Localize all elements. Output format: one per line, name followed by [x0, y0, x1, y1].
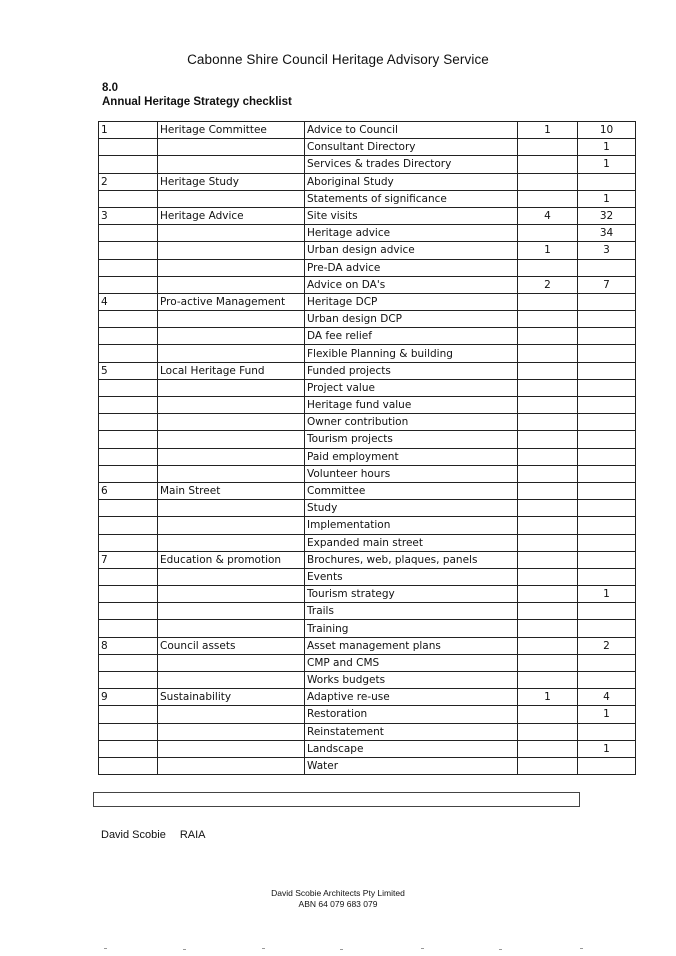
row-value-a	[518, 757, 578, 774]
row-number	[99, 448, 158, 465]
row-item: Water	[305, 757, 518, 774]
row-value-b	[578, 465, 636, 482]
row-item: Landscape	[305, 740, 518, 757]
row-number	[99, 534, 158, 551]
row-program: Main Street	[158, 482, 305, 499]
row-value-b: 1	[578, 706, 636, 723]
row-number	[99, 311, 158, 328]
table-row	[99, 654, 636, 671]
row-program	[158, 156, 305, 173]
row-program	[158, 328, 305, 345]
row-number	[99, 259, 158, 276]
row-value-b	[578, 672, 636, 689]
table-row	[99, 379, 636, 396]
row-value-a	[518, 362, 578, 379]
row-value-a	[518, 672, 578, 689]
row-program: Heritage Study	[158, 173, 305, 190]
row-program	[158, 500, 305, 517]
table-row	[99, 276, 636, 293]
row-program	[158, 723, 305, 740]
row-item: Volunteer hours	[305, 465, 518, 482]
strategy-checklist-table	[98, 121, 636, 775]
row-program	[158, 397, 305, 414]
row-item: Study	[305, 500, 518, 517]
table-row	[99, 345, 636, 362]
row-item: Committee	[305, 482, 518, 499]
table-row	[99, 259, 636, 276]
row-program	[158, 757, 305, 774]
row-program: Council assets	[158, 637, 305, 654]
row-value-b	[578, 448, 636, 465]
table-row	[99, 173, 636, 190]
row-value-a	[518, 156, 578, 173]
row-value-b: 1	[578, 190, 636, 207]
row-value-a	[518, 740, 578, 757]
row-program	[158, 225, 305, 242]
row-value-a	[518, 414, 578, 431]
table-row	[99, 156, 636, 173]
row-value-a	[518, 534, 578, 551]
table-row	[99, 122, 636, 139]
row-program	[158, 517, 305, 534]
table-row	[99, 225, 636, 242]
row-value-a: 2	[518, 276, 578, 293]
row-number	[99, 672, 158, 689]
row-item: Statements of significance	[305, 190, 518, 207]
row-value-b	[578, 328, 636, 345]
row-program	[158, 620, 305, 637]
row-value-a	[518, 706, 578, 723]
table-row	[99, 207, 636, 224]
row-value-a: 1	[518, 122, 578, 139]
row-program: Pro-active Management	[158, 293, 305, 310]
row-number: 2	[99, 173, 158, 190]
row-value-a	[518, 500, 578, 517]
row-item: Tourism strategy	[305, 586, 518, 603]
row-number	[99, 620, 158, 637]
row-program	[158, 740, 305, 757]
row-item: Owner contribution	[305, 414, 518, 431]
row-value-a	[518, 551, 578, 568]
row-value-b	[578, 259, 636, 276]
row-item: Tourism projects	[305, 431, 518, 448]
row-item: DA fee relief	[305, 328, 518, 345]
row-program	[158, 672, 305, 689]
row-number	[99, 603, 158, 620]
row-value-b	[578, 723, 636, 740]
row-value-b	[578, 311, 636, 328]
table-row	[99, 672, 636, 689]
row-value-b: 1	[578, 740, 636, 757]
row-program	[158, 448, 305, 465]
row-number	[99, 190, 158, 207]
row-item: Paid employment	[305, 448, 518, 465]
row-value-b: 1	[578, 139, 636, 156]
row-item: Heritage advice	[305, 225, 518, 242]
row-item: Expanded main street	[305, 534, 518, 551]
row-value-b	[578, 482, 636, 499]
checklist-body	[99, 122, 636, 775]
row-value-a	[518, 620, 578, 637]
row-value-b	[578, 517, 636, 534]
row-value-b: 4	[578, 689, 636, 706]
row-value-a	[518, 586, 578, 603]
row-item: Implementation	[305, 517, 518, 534]
section-title: Annual Heritage Strategy checklist	[102, 96, 292, 108]
row-item: Brochures, web, plaques, panels	[305, 551, 518, 568]
page-title: Cabonne Shire Council Heritage Advisory Service	[187, 52, 489, 67]
row-value-a	[518, 654, 578, 671]
signoff	[101, 829, 206, 841]
footer-company: David Scobie Architects Pty Limited	[271, 888, 405, 898]
row-item: Adaptive re-use	[305, 689, 518, 706]
row-number	[99, 517, 158, 534]
row-item: Funded projects	[305, 362, 518, 379]
row-item: Urban design DCP	[305, 311, 518, 328]
row-item: Advice to Council	[305, 122, 518, 139]
row-program	[158, 414, 305, 431]
row-program: Heritage Advice	[158, 207, 305, 224]
row-program	[158, 706, 305, 723]
blank-notes-box	[93, 792, 580, 807]
table-row	[99, 534, 636, 551]
row-value-a: 1	[518, 689, 578, 706]
row-program	[158, 311, 305, 328]
row-program	[158, 139, 305, 156]
row-value-b	[578, 500, 636, 517]
row-item: Site visits	[305, 207, 518, 224]
table-row	[99, 362, 636, 379]
row-value-a	[518, 225, 578, 242]
row-number	[99, 431, 158, 448]
row-value-b: 7	[578, 276, 636, 293]
row-value-a	[518, 637, 578, 654]
table-row	[99, 620, 636, 637]
row-value-b	[578, 362, 636, 379]
signoff-credential: RAIA	[179, 829, 206, 841]
table-row	[99, 311, 636, 328]
row-program	[158, 379, 305, 396]
table-row	[99, 689, 636, 706]
row-value-b	[578, 551, 636, 568]
row-number	[99, 328, 158, 345]
table-row	[99, 517, 636, 534]
table-row	[99, 293, 636, 310]
row-number: 3	[99, 207, 158, 224]
row-value-b	[578, 620, 636, 637]
row-value-b	[578, 603, 636, 620]
row-value-a: 1	[518, 242, 578, 259]
row-item: Events	[305, 568, 518, 585]
row-number	[99, 723, 158, 740]
row-value-b	[578, 534, 636, 551]
row-number	[99, 757, 158, 774]
row-number: 6	[99, 482, 158, 499]
row-value-b	[578, 757, 636, 774]
row-item: Restoration	[305, 706, 518, 723]
row-value-b	[578, 379, 636, 396]
table-row	[99, 706, 636, 723]
table-row	[99, 757, 636, 774]
row-program	[158, 654, 305, 671]
table-row	[99, 139, 636, 156]
row-value-a	[518, 328, 578, 345]
row-value-b: 1	[578, 586, 636, 603]
footer	[0, 888, 676, 910]
row-item: Consultant Directory	[305, 139, 518, 156]
row-value-a	[518, 568, 578, 585]
row-program	[158, 259, 305, 276]
row-value-a	[518, 448, 578, 465]
row-value-b	[578, 431, 636, 448]
row-program	[158, 603, 305, 620]
table-row	[99, 328, 636, 345]
table-row	[99, 465, 636, 482]
row-item: Training	[305, 620, 518, 637]
row-value-b	[578, 397, 636, 414]
row-number	[99, 500, 158, 517]
row-number	[99, 414, 158, 431]
row-value-a	[518, 190, 578, 207]
row-number	[99, 139, 158, 156]
row-program	[158, 242, 305, 259]
row-value-b: 3	[578, 242, 636, 259]
row-number: 5	[99, 362, 158, 379]
table-row	[99, 637, 636, 654]
row-program	[158, 534, 305, 551]
row-value-b: 2	[578, 637, 636, 654]
row-number	[99, 654, 158, 671]
row-value-a	[518, 259, 578, 276]
row-item: Project value	[305, 379, 518, 396]
row-value-b: 32	[578, 207, 636, 224]
row-value-a	[518, 379, 578, 396]
row-value-a	[518, 311, 578, 328]
row-value-b	[578, 654, 636, 671]
row-number	[99, 242, 158, 259]
row-value-a	[518, 293, 578, 310]
table-row	[99, 448, 636, 465]
table-row	[99, 414, 636, 431]
row-number: 9	[99, 689, 158, 706]
row-value-b	[578, 414, 636, 431]
row-number	[99, 568, 158, 585]
table-row	[99, 740, 636, 757]
footer-abn: ABN 64 079 683 079	[298, 899, 378, 909]
signoff-name: David Scobie	[101, 829, 166, 841]
row-value-a	[518, 482, 578, 499]
row-program	[158, 568, 305, 585]
row-program: Sustainability	[158, 689, 305, 706]
row-number: 8	[99, 637, 158, 654]
row-value-a: 4	[518, 207, 578, 224]
scan-specks	[0, 940, 676, 956]
row-item: Works budgets	[305, 672, 518, 689]
row-program: Local Heritage Fund	[158, 362, 305, 379]
table-row	[99, 603, 636, 620]
row-item: Pre-DA advice	[305, 259, 518, 276]
row-value-b: 34	[578, 225, 636, 242]
row-number	[99, 465, 158, 482]
table-row	[99, 551, 636, 568]
row-item: Heritage DCP	[305, 293, 518, 310]
row-number: 7	[99, 551, 158, 568]
row-value-b	[578, 345, 636, 362]
row-item: Advice on DA's	[305, 276, 518, 293]
row-program	[158, 190, 305, 207]
row-value-a	[518, 431, 578, 448]
row-program: Heritage Committee	[158, 122, 305, 139]
row-program	[158, 431, 305, 448]
row-number	[99, 706, 158, 723]
table-row	[99, 431, 636, 448]
row-number	[99, 345, 158, 362]
row-item: Urban design advice	[305, 242, 518, 259]
row-number	[99, 276, 158, 293]
row-number: 4	[99, 293, 158, 310]
row-value-a	[518, 517, 578, 534]
row-number	[99, 379, 158, 396]
row-value-b: 1	[578, 156, 636, 173]
row-item: Flexible Planning & building	[305, 345, 518, 362]
row-value-b: 10	[578, 122, 636, 139]
row-program	[158, 276, 305, 293]
row-value-b	[578, 173, 636, 190]
section-number: 8.0	[102, 82, 118, 94]
row-value-a	[518, 465, 578, 482]
row-program	[158, 586, 305, 603]
row-item: Asset management plans	[305, 637, 518, 654]
row-number: 1	[99, 122, 158, 139]
row-item: Heritage fund value	[305, 397, 518, 414]
row-item: Aboriginal Study	[305, 173, 518, 190]
row-value-a	[518, 139, 578, 156]
row-value-a	[518, 603, 578, 620]
row-item: Reinstatement	[305, 723, 518, 740]
row-value-a	[518, 723, 578, 740]
table-row	[99, 500, 636, 517]
row-program	[158, 465, 305, 482]
row-program	[158, 345, 305, 362]
row-value-b	[578, 293, 636, 310]
table-row	[99, 190, 636, 207]
table-row	[99, 242, 636, 259]
row-number	[99, 586, 158, 603]
row-value-a	[518, 173, 578, 190]
table-row	[99, 723, 636, 740]
row-item: CMP and CMS	[305, 654, 518, 671]
table-row	[99, 586, 636, 603]
row-value-b	[578, 568, 636, 585]
row-number	[99, 156, 158, 173]
table-row	[99, 482, 636, 499]
table-row	[99, 397, 636, 414]
table-row	[99, 568, 636, 585]
row-number	[99, 225, 158, 242]
row-number	[99, 740, 158, 757]
row-item: Trails	[305, 603, 518, 620]
row-number	[99, 397, 158, 414]
row-value-a	[518, 397, 578, 414]
row-item: Services & trades Directory	[305, 156, 518, 173]
row-value-a	[518, 345, 578, 362]
row-program: Education & promotion	[158, 551, 305, 568]
